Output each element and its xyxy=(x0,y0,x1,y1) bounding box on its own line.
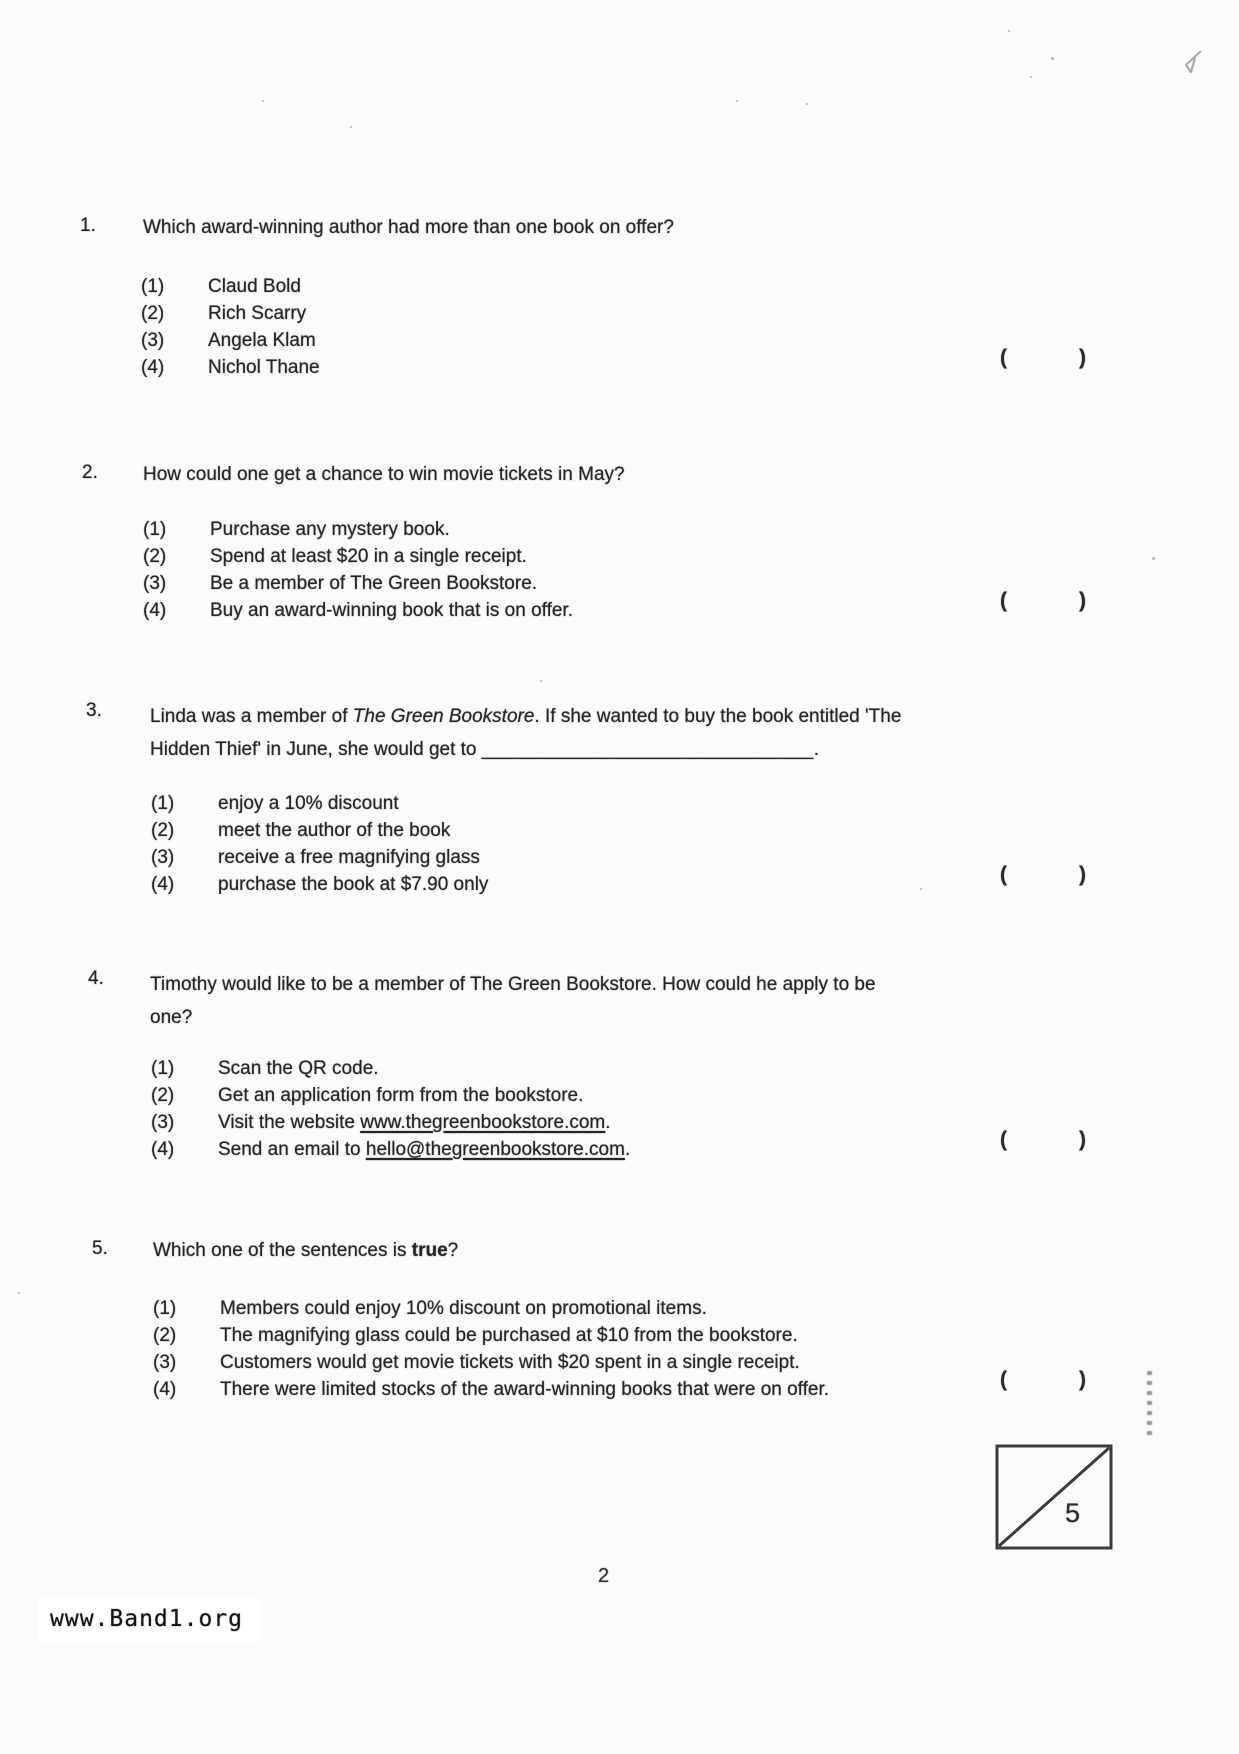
question-number: 2. xyxy=(82,462,98,483)
option-number: (3) xyxy=(153,1352,177,1373)
option-number: (2) xyxy=(141,303,165,324)
scan-speck xyxy=(1008,30,1010,32)
option-text: Get an application form from the bookstore. xyxy=(218,1085,584,1106)
question-stem: How could one get a chance to win movie tickets in May? xyxy=(143,464,625,485)
scan-speck xyxy=(1152,557,1155,560)
scan-speck xyxy=(262,100,264,102)
scan-speck xyxy=(350,126,352,128)
option-number: (1) xyxy=(143,519,167,540)
scan-speck xyxy=(1030,76,1032,78)
option-row xyxy=(143,543,1239,570)
option-text: Be a member of The Green Bookstore. xyxy=(210,573,538,594)
option-row xyxy=(141,273,1239,300)
option-text: Customers would get movie tickets with $20 spent in a single receipt. xyxy=(220,1352,800,1373)
option-text: Nichol Thane xyxy=(208,357,320,378)
question-stem: Timothy would like to be a member of The Green Bookstore. How could he apply to be one? xyxy=(150,974,876,1028)
option-text: meet the author of the book xyxy=(218,820,451,841)
option-number: (4) xyxy=(141,357,165,378)
option-text: Visit the website www.thegreenbookstore.com. xyxy=(218,1112,611,1133)
answer-bracket-q3: ( ) xyxy=(1000,863,1086,886)
watermark: www.Band1.org xyxy=(38,1598,259,1642)
option-number: (4) xyxy=(143,600,167,621)
option-number: (3) xyxy=(151,847,175,868)
book-store-name-italic: The Green Bookstore xyxy=(352,706,535,727)
option-number: (2) xyxy=(143,546,167,567)
blank-line: ______________________________ xyxy=(481,739,814,760)
scan-speck xyxy=(1051,57,1054,60)
answer-bracket-q4: ( ) xyxy=(1000,1128,1086,1151)
option-text: There were limited stocks of the award-winning books that were on offer. xyxy=(220,1379,830,1400)
question-stem: Linda was a member of The Green Bookstore. If she wanted to buy the book entitled 'The Hidden Thief' in June, she would get to ______________________________. xyxy=(150,706,902,760)
score-box xyxy=(995,1444,1113,1550)
option-text: Angela Klam xyxy=(208,330,316,351)
question-number: 3. xyxy=(86,700,102,721)
option-text: Scan the QR code. xyxy=(218,1058,379,1079)
option-row xyxy=(141,300,1239,327)
option-text: Members could enjoy 10% discount on promotional items. xyxy=(220,1298,707,1319)
option-row xyxy=(151,1082,1239,1109)
option-number: (4) xyxy=(151,874,175,895)
option-text: enjoy a 10% discount xyxy=(218,793,399,814)
option-number: (3) xyxy=(143,573,167,594)
option-number: (3) xyxy=(141,330,165,351)
option-row xyxy=(153,1295,1239,1322)
scan-speck xyxy=(920,888,922,890)
question-stem: Which award-winning author had more than one book on offer? xyxy=(143,217,674,238)
answer-bracket-q5: ( ) xyxy=(1000,1368,1086,1391)
option-text: Spend at least $20 in a single receipt. xyxy=(210,546,527,567)
option-number: (4) xyxy=(153,1379,177,1400)
option-number: (1) xyxy=(153,1298,177,1319)
option-number: (3) xyxy=(151,1112,175,1133)
scan-speck xyxy=(806,103,808,105)
option-text: Send an email to hello@thegreenbookstore.com. xyxy=(218,1139,631,1160)
email-address: hello@thegreenbookstore.com xyxy=(365,1139,625,1160)
option-number: (2) xyxy=(153,1325,177,1346)
option-number: (2) xyxy=(151,820,175,841)
option-number: (2) xyxy=(151,1085,175,1106)
option-text: receive a free magnifying glass xyxy=(218,847,480,868)
scan-speck xyxy=(18,1292,20,1294)
option-row xyxy=(151,790,1239,817)
page-number: 2 xyxy=(598,1565,610,1587)
emphasis-true: true xyxy=(411,1240,448,1261)
question-number: 1. xyxy=(80,215,96,236)
option-number: (1) xyxy=(141,276,165,297)
option-text: purchase the book at $7.90 only xyxy=(218,874,489,895)
option-text: The magnifying glass could be purchased at $10 from the bookstore. xyxy=(220,1325,798,1346)
question-stem: Which one of the sentences is true? xyxy=(153,1240,459,1261)
scan-speck xyxy=(540,680,542,682)
option-row xyxy=(143,516,1239,543)
scribble-mark xyxy=(1147,1371,1152,1435)
option-number: (1) xyxy=(151,1058,175,1079)
answer-bracket-q2: ( ) xyxy=(1000,589,1086,612)
website-url: www.thegreenbookstore.com xyxy=(360,1112,606,1133)
option-text: Purchase any mystery book. xyxy=(210,519,450,540)
option-number: (4) xyxy=(151,1139,175,1160)
option-row xyxy=(151,1055,1239,1082)
question-number: 4. xyxy=(88,968,104,989)
answer-bracket-q1: ( ) xyxy=(1000,346,1086,369)
option-text: Buy an award-winning book that is on offer. xyxy=(210,600,573,621)
option-text: Claud Bold xyxy=(208,276,301,297)
option-number: (1) xyxy=(151,793,175,814)
option-text: Rich Scarry xyxy=(208,303,307,324)
option-row xyxy=(151,817,1239,844)
score-box-frame xyxy=(995,1444,1113,1550)
question-number: 5. xyxy=(92,1238,108,1259)
pen-scratch-icon xyxy=(1180,48,1206,78)
score-value: 5 xyxy=(1065,1498,1081,1528)
scan-speck xyxy=(736,100,738,102)
option-row xyxy=(153,1322,1239,1349)
